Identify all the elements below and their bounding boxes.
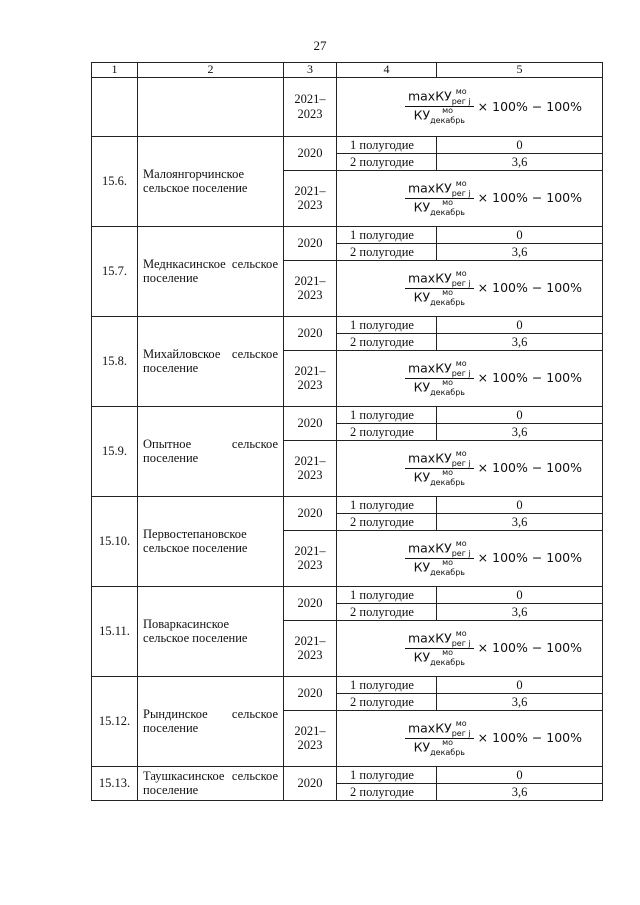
formula-tail: × 100% − 100% bbox=[477, 370, 583, 386]
formula-cell bbox=[337, 530, 603, 586]
period-label: 1 полугодие bbox=[337, 136, 437, 153]
year-cell: 2020 bbox=[284, 766, 337, 800]
year-cell: 2020 bbox=[284, 136, 337, 170]
header-col-2: 2 bbox=[138, 63, 284, 78]
formula-cell bbox=[337, 170, 603, 226]
table-row bbox=[92, 226, 603, 243]
period-label: 2 полугодие bbox=[337, 333, 437, 350]
table-row bbox=[92, 136, 603, 153]
year-cell: 2020 bbox=[284, 496, 337, 530]
period-label: 1 полугодие bbox=[337, 496, 437, 513]
growth-formula bbox=[405, 178, 583, 217]
settlement-name: Поваркасинское сельское поселение bbox=[138, 586, 284, 676]
period-value: 0 bbox=[437, 226, 603, 243]
formula-fraction bbox=[405, 718, 474, 757]
settlement-name: Опытное сельское поселение bbox=[138, 406, 284, 496]
settlement-name: Малоянгорчинское сельское поселение bbox=[138, 136, 284, 226]
formula-cell bbox=[337, 620, 603, 676]
formula-fraction bbox=[405, 628, 474, 667]
formula-fraction bbox=[405, 448, 474, 487]
table-row bbox=[92, 676, 603, 693]
period-value: 3,6 bbox=[437, 603, 603, 620]
table-row bbox=[92, 766, 603, 783]
period-label: 2 полугодие bbox=[337, 693, 437, 710]
header-col-3: 3 bbox=[284, 63, 337, 78]
row-number: 15.9. bbox=[92, 406, 138, 496]
year-range: 2021– 2023 bbox=[284, 77, 337, 136]
period-value: 0 bbox=[437, 676, 603, 693]
header-col-5: 5 bbox=[437, 63, 603, 78]
year-cell: 2020 bbox=[284, 226, 337, 260]
formula-numerator: maxКУ мо рег j bbox=[405, 541, 474, 559]
period-value: 3,6 bbox=[437, 423, 603, 440]
period-label: 2 полугодие bbox=[337, 513, 437, 530]
header-col-1: 1 bbox=[92, 63, 138, 78]
formula-cell bbox=[337, 710, 603, 766]
formula-cell bbox=[337, 350, 603, 406]
formula-numerator: maxКУ мо рег j bbox=[405, 451, 474, 469]
period-value: 0 bbox=[437, 316, 603, 333]
growth-formula bbox=[405, 448, 583, 487]
year-range: 2021– 2023 bbox=[284, 170, 337, 226]
formula-tail: × 100% − 100% bbox=[477, 550, 583, 566]
formula-denominator: КУ мо декабрь bbox=[413, 197, 466, 217]
table-row bbox=[92, 496, 603, 513]
row-number: 15.13. bbox=[92, 766, 138, 800]
formula-tail: × 100% − 100% bbox=[477, 190, 583, 206]
row-number: 15.7. bbox=[92, 226, 138, 316]
tariff-table bbox=[91, 62, 603, 801]
year-cell: 2020 bbox=[284, 406, 337, 440]
formula-tail: × 100% − 100% bbox=[477, 460, 583, 476]
period-value: 3,6 bbox=[437, 783, 603, 800]
settlement-name: Михайловское сельское поселение bbox=[138, 316, 284, 406]
growth-formula bbox=[405, 358, 583, 397]
formula-tail: × 100% − 100% bbox=[477, 98, 583, 114]
growth-formula bbox=[405, 718, 583, 757]
formula-denominator: КУ мо декабрь bbox=[413, 287, 466, 307]
formula-numerator: maxКУ мо рег j bbox=[405, 181, 474, 199]
formula-tail: × 100% − 100% bbox=[477, 640, 583, 656]
settlement-name: Таушкасинское сельское поселение bbox=[138, 766, 284, 800]
settlement-name: Первостепановское сельское поселение bbox=[138, 496, 284, 586]
year-cell: 2020 bbox=[284, 586, 337, 620]
formula-numerator: maxКУ мо рег j bbox=[405, 361, 474, 379]
formula-cell bbox=[337, 440, 603, 496]
period-label: 2 полугодие bbox=[337, 423, 437, 440]
table-row bbox=[92, 316, 603, 333]
formula-cell bbox=[337, 77, 603, 136]
formula-numerator: maxКУ мо рег j bbox=[405, 631, 474, 649]
period-label: 1 полугодие bbox=[337, 316, 437, 333]
formula-denominator: КУ мо декабрь bbox=[413, 737, 466, 757]
period-value: 3,6 bbox=[437, 513, 603, 530]
formula-fraction bbox=[405, 538, 474, 577]
growth-formula bbox=[405, 268, 583, 307]
year-range: 2021– 2023 bbox=[284, 530, 337, 586]
page-number: 27 bbox=[313, 38, 327, 53]
year-range: 2021– 2023 bbox=[284, 260, 337, 316]
year-range: 2021– 2023 bbox=[284, 350, 337, 406]
growth-formula bbox=[405, 538, 583, 577]
formula-denominator: КУ мо декабрь bbox=[413, 106, 466, 126]
period-value: 3,6 bbox=[437, 693, 603, 710]
formula-tail: × 100% − 100% bbox=[477, 730, 583, 746]
settlement-name: Рындинское сельское поселение bbox=[138, 676, 284, 766]
row-number: 15.6. bbox=[92, 136, 138, 226]
period-label: 1 полугодие bbox=[337, 766, 437, 783]
year-range: 2021– 2023 bbox=[284, 710, 337, 766]
period-label: 2 полугодие bbox=[337, 243, 437, 260]
period-value: 0 bbox=[437, 406, 603, 423]
table-row bbox=[92, 406, 603, 423]
row-number: 15.8. bbox=[92, 316, 138, 406]
row-number: 15.12. bbox=[92, 676, 138, 766]
formula-fraction bbox=[405, 89, 474, 124]
table-row bbox=[92, 586, 603, 603]
settlement-name bbox=[138, 77, 284, 136]
period-label: 1 полугодие bbox=[337, 226, 437, 243]
row-number bbox=[92, 77, 138, 136]
period-value: 3,6 bbox=[437, 243, 603, 260]
period-value: 3,6 bbox=[437, 333, 603, 350]
row-number: 15.11. bbox=[92, 586, 138, 676]
formula-denominator: КУ мо декабрь bbox=[413, 467, 466, 487]
formula-numerator: maxКУ мо рег j bbox=[405, 721, 474, 739]
year-range: 2021– 2023 bbox=[284, 440, 337, 496]
formula-fraction bbox=[405, 268, 474, 307]
period-value: 0 bbox=[437, 586, 603, 603]
header-row bbox=[92, 63, 603, 78]
period-label: 2 полугодие bbox=[337, 783, 437, 800]
growth-formula bbox=[405, 89, 582, 124]
formula-denominator: КУ мо декабрь bbox=[413, 377, 466, 397]
year-range: 2021– 2023 bbox=[284, 620, 337, 676]
table-row bbox=[92, 77, 603, 136]
period-label: 1 полугодие bbox=[337, 406, 437, 423]
formula-numerator: maxКУ мо рег j bbox=[405, 271, 474, 289]
formula-numerator: maxКУ мо рег j bbox=[405, 89, 474, 107]
settlement-name: Меднкасинское сельское поселение bbox=[138, 226, 284, 316]
year-cell: 2020 bbox=[284, 316, 337, 350]
header-col-4: 4 bbox=[337, 63, 437, 78]
period-value: 0 bbox=[437, 766, 603, 783]
row-number: 15.10. bbox=[92, 496, 138, 586]
period-label: 2 полугодие bbox=[337, 603, 437, 620]
period-label: 1 полугодие bbox=[337, 676, 437, 693]
formula-cell bbox=[337, 260, 603, 316]
formula-fraction bbox=[405, 358, 474, 397]
period-label: 1 полугодие bbox=[337, 586, 437, 603]
formula-denominator: КУ мо декабрь bbox=[413, 557, 466, 577]
formula-denominator: КУ мо декабрь bbox=[413, 647, 466, 667]
formula-tail: × 100% − 100% bbox=[477, 280, 583, 296]
period-value: 3,6 bbox=[437, 153, 603, 170]
period-label: 2 полугодие bbox=[337, 153, 437, 170]
period-value: 0 bbox=[437, 496, 603, 513]
growth-formula bbox=[405, 628, 583, 667]
year-cell: 2020 bbox=[284, 676, 337, 710]
period-value: 0 bbox=[437, 136, 603, 153]
formula-fraction bbox=[405, 178, 474, 217]
